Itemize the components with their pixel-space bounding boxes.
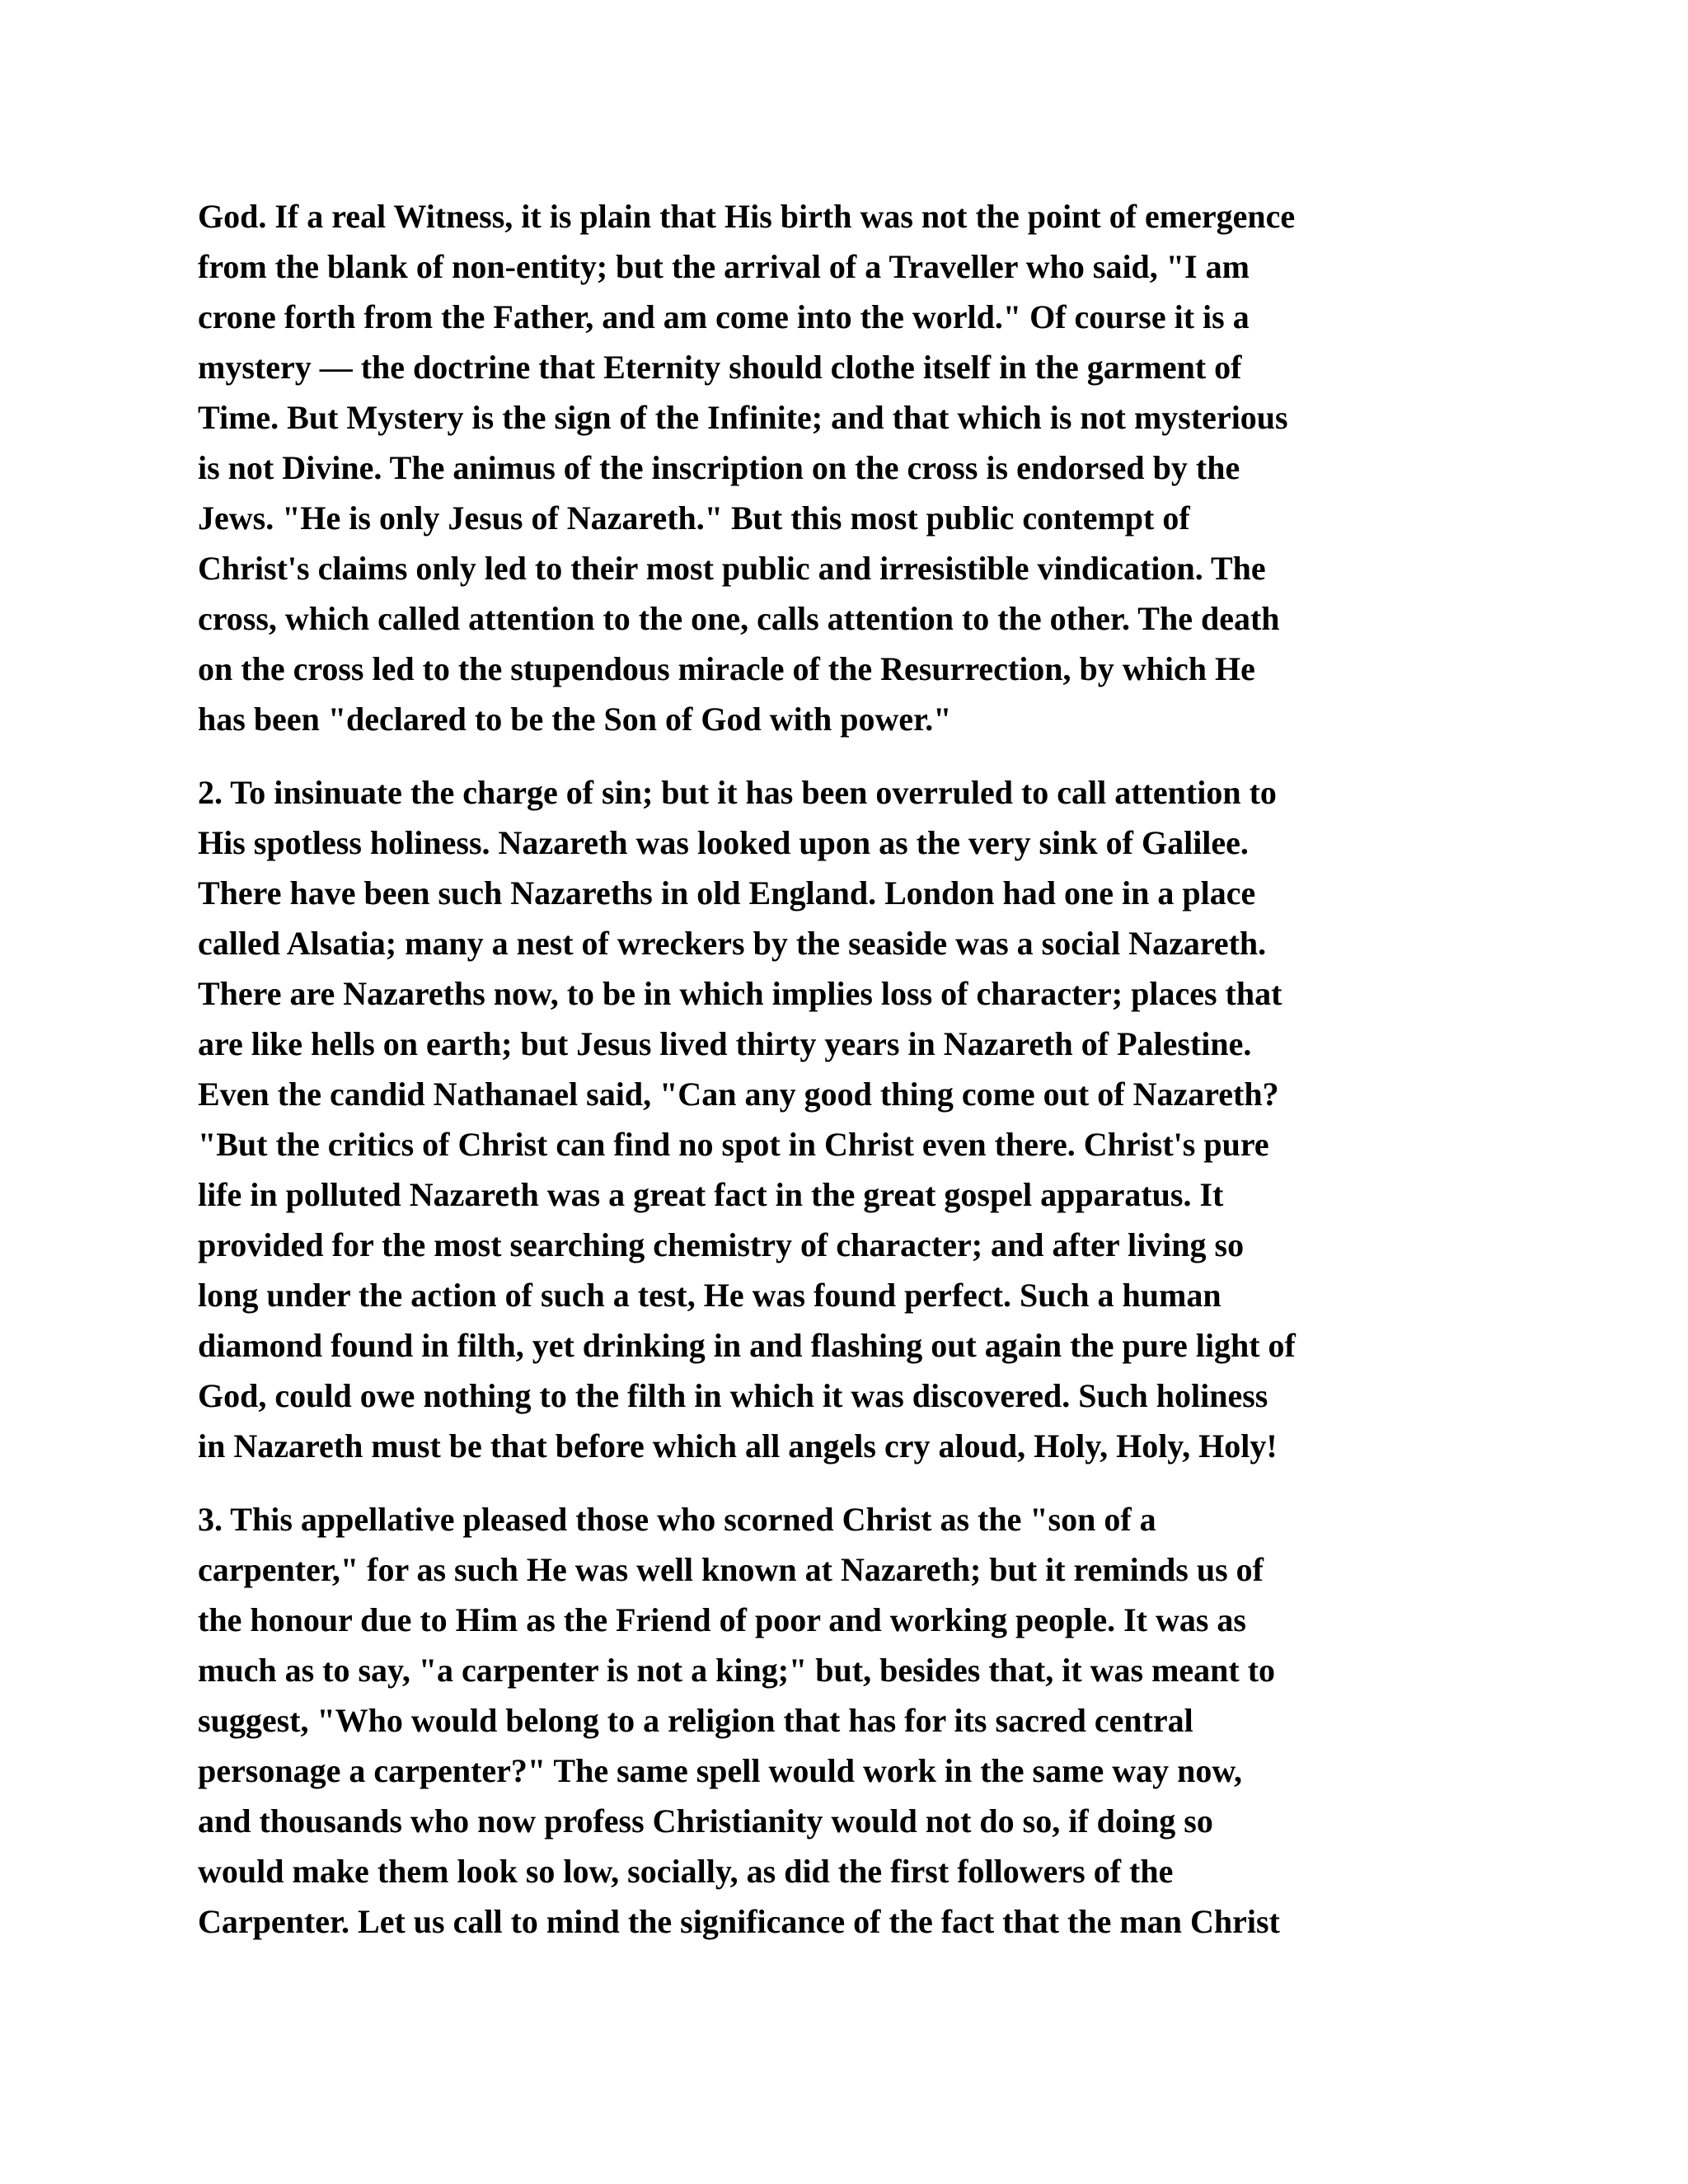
text-line: are like hells on earth; but Jesus lived thirty years in Nazareth of Palestine. — [198, 1025, 1252, 1062]
text-line: His spotless holiness. Nazareth was looked upon as the very sink of Galilee. — [198, 824, 1249, 861]
text-line: provided for the most searching chemistry of character; and after living so — [198, 1226, 1245, 1263]
text-line: would make them look so low, socially, as did the first followers of the — [198, 1853, 1174, 1890]
text-line: the honour due to Him as the Friend of poor and working people. It was as — [198, 1601, 1246, 1638]
paragraph-2 — [198, 767, 1500, 1471]
text-line: 2. To insinuate the charge of sin; but it has been overruled to call attention to — [198, 774, 1277, 811]
text-line: carpenter," for as such He was well known at Nazareth; but it reminds us of — [198, 1551, 1264, 1588]
text-line: on the cross led to the stupendous miracle of the Resurrection, by which He — [198, 650, 1255, 687]
text-line: There have been such Nazareths in old England. London had one in a place — [198, 874, 1256, 912]
text-line: Christ's claims only led to their most public and irresistible vindication. The — [198, 550, 1266, 587]
text-line: 3. This appellative pleased those who scorned Christ as the "son of a — [198, 1501, 1156, 1538]
text-line: personage a carpenter?" The same spell would work in the same way now, — [198, 1752, 1243, 1789]
text-line: mystery — the doctrine that Eternity should clothe itself in the garment of — [198, 349, 1242, 386]
text-line: crone forth from the Father, and am come into the world." Of course it is a — [198, 298, 1250, 335]
text-line: suggest, "Who would belong to a religion that has for its sacred central — [198, 1702, 1193, 1739]
text-line: called Alsatia; many a nest of wreckers by the seaside was a social Nazareth. — [198, 925, 1267, 962]
text-line: Carpenter. Let us call to mind the significance of the fact that the man Christ — [198, 1903, 1280, 1940]
text-line: from the blank of non-entity; but the arrival of a Traveller who said, "I am — [198, 248, 1250, 285]
text-line: "But the critics of Christ can find no spot in Christ even there. Christ's pure — [198, 1126, 1269, 1163]
text-line: God, could owe nothing to the filth in which it was discovered. Such holiness — [198, 1377, 1268, 1414]
text-line: Jews. "He is only Jesus of Nazareth." But this most public contempt of — [198, 499, 1190, 537]
text-line: and thousands who now profess Christianity would not do so, if doing so — [198, 1802, 1213, 1840]
text-line: is not Divine. The animus of the inscription on the cross is endorsed by the — [198, 449, 1240, 486]
paragraph-3 — [198, 1494, 1500, 1947]
text-line: has been "declared to be the Son of God with power." — [198, 701, 952, 738]
paragraph-spacer — [198, 744, 1500, 767]
text-line: diamond found in filth, yet drinking in and flashing out again the pure light of — [198, 1327, 1296, 1364]
text-line: There are Nazareths now, to be in which implies loss of character; places that — [198, 975, 1282, 1012]
text-line: much as to say, "a carpenter is not a king;" but, besides that, it was meant to — [198, 1652, 1276, 1689]
text-line: Time. But Mystery is the sign of the Infinite; and that which is not mysterious — [198, 399, 1288, 436]
text-line: God. If a real Witness, it is plain that His birth was not the point of emergence — [198, 198, 1296, 235]
paragraph-1 — [198, 191, 1500, 744]
text-line: long under the action of such a test, He was found perfect. Such a human — [198, 1277, 1221, 1314]
body-text — [198, 191, 1500, 1947]
text-line: Even the candid Nathanael said, "Can any good thing come out of Nazareth? — [198, 1076, 1279, 1113]
text-line: cross, which called attention to the one, calls attention to the other. The death — [198, 600, 1280, 637]
paragraph-spacer — [198, 1471, 1500, 1494]
text-line: life in polluted Nazareth was a great fact in the great gospel apparatus. It — [198, 1176, 1224, 1213]
text-line: in Nazareth must be that before which all angels cry aloud, Holy, Holy, Holy! — [198, 1427, 1278, 1465]
